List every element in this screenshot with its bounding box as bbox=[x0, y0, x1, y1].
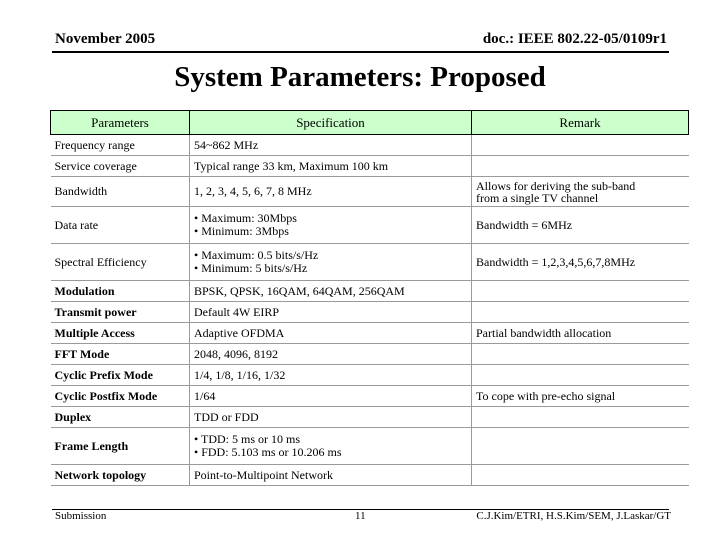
footer-page-number: 11 bbox=[355, 510, 366, 522]
parameter-cell: Bandwidth bbox=[51, 177, 190, 207]
remark-cell bbox=[472, 323, 689, 344]
remark-cell-line: Bandwidth = 1,2,3,4,5,6,7,8MHz bbox=[476, 254, 636, 269]
specification-cell-line: 1/64 bbox=[194, 388, 216, 403]
remark-cell bbox=[472, 344, 689, 365]
parameter-cell: Data rate bbox=[51, 207, 190, 244]
column-header-specification: Specification bbox=[190, 111, 472, 135]
parameter-cell: Network topology bbox=[51, 465, 190, 486]
header-doc-id: doc.: IEEE 802.22-05/0109r1 bbox=[482, 31, 667, 47]
remark-cell bbox=[472, 207, 689, 244]
parameter-cell: Frequency range bbox=[51, 135, 190, 156]
remark-cell bbox=[472, 302, 689, 323]
table-row bbox=[51, 428, 689, 465]
specification-cell-line: Point-to-Multipoint Network bbox=[194, 467, 333, 482]
specification-cell-line: Typical range 33 km, Maximum 100 km bbox=[194, 158, 389, 173]
remark-cell bbox=[472, 407, 689, 428]
remark-cell bbox=[472, 177, 689, 207]
table-row bbox=[51, 177, 689, 207]
remark-cell bbox=[472, 465, 689, 486]
remark-cell bbox=[472, 156, 689, 177]
parameter-cell: Duplex bbox=[51, 407, 190, 428]
specification-cell bbox=[190, 302, 472, 323]
table-header-row bbox=[51, 111, 689, 135]
specification-cell bbox=[190, 365, 472, 386]
specification-cell-line: • FDD: 5.103 ms or 10.206 ms bbox=[194, 445, 342, 459]
specification-cell-line: • Maximum: 0.5 bits/s/Hz bbox=[194, 248, 319, 262]
remark-cell-line: Partial bandwidth allocation bbox=[476, 325, 612, 340]
remark-cell bbox=[472, 135, 689, 156]
specification-cell-line: 2048, 4096, 8192 bbox=[194, 346, 278, 361]
table-row bbox=[51, 386, 689, 407]
parameter-cell: Modulation bbox=[51, 281, 190, 302]
column-header-remark: Remark bbox=[472, 111, 689, 135]
table-row bbox=[51, 465, 689, 486]
remark-cell-line: Allows for deriving the sub-band bbox=[476, 178, 636, 193]
parameter-cell: Cyclic Postfix Mode bbox=[51, 386, 190, 407]
specification-cell bbox=[190, 135, 472, 156]
specification-cell-line: 1, 2, 3, 4, 5, 6, 7, 8 MHz bbox=[194, 184, 312, 198]
remark-cell-line: from a single TV channel bbox=[476, 190, 599, 205]
header-rule bbox=[52, 51, 669, 53]
parameter-cell: FFT Mode bbox=[51, 344, 190, 365]
table-row bbox=[51, 156, 689, 177]
column-header-parameters: Parameters bbox=[51, 111, 190, 135]
specification-cell bbox=[190, 465, 472, 486]
remark-cell-line: Bandwidth = 6MHz bbox=[476, 217, 573, 232]
specification-cell-line: • Maximum: 30Mbps bbox=[194, 211, 297, 225]
header-date: November 2005 bbox=[55, 31, 156, 47]
specification-cell bbox=[190, 344, 472, 365]
table-row bbox=[51, 135, 689, 156]
remark-cell bbox=[472, 365, 689, 386]
remark-cell bbox=[472, 281, 689, 302]
remark-cell bbox=[472, 386, 689, 407]
parameter-cell: Service coverage bbox=[51, 156, 190, 177]
footer-authors: C.J.Kim/ETRI, H.S.Kim/SEM, J.Laskar/GT bbox=[476, 510, 671, 522]
specification-cell-line: 54~862 MHz bbox=[194, 137, 259, 152]
specification-cell bbox=[190, 207, 472, 244]
specification-cell-line: Default 4W EIRP bbox=[194, 304, 280, 319]
specification-cell-line: • Minimum: 3Mbps bbox=[194, 224, 289, 238]
footer-submission: Submission bbox=[55, 510, 107, 522]
specification-cell bbox=[190, 281, 472, 302]
specification-cell bbox=[190, 386, 472, 407]
remark-cell bbox=[472, 244, 689, 281]
table-row bbox=[51, 281, 689, 302]
parameter-cell: Frame Length bbox=[51, 428, 190, 465]
table-row bbox=[51, 407, 689, 428]
remark-cell-line: To cope with pre-echo signal bbox=[476, 388, 616, 403]
table-row bbox=[51, 344, 689, 365]
parameter-cell: Transmit power bbox=[51, 302, 190, 323]
table-row bbox=[51, 365, 689, 386]
specification-cell-line: • TDD: 5 ms or 10 ms bbox=[194, 432, 300, 446]
table-row bbox=[51, 323, 689, 344]
specification-cell-line: 1/4, 1/8, 1/16, 1/32 bbox=[194, 367, 286, 382]
specification-cell-line: • Minimum: 5 bits/s/Hz bbox=[194, 261, 308, 275]
specification-cell bbox=[190, 244, 472, 281]
specification-cell-line: BPSK, QPSK, 16QAM, 64QAM, 256QAM bbox=[194, 283, 405, 298]
parameter-cell: Cyclic Prefix Mode bbox=[51, 365, 190, 386]
specification-cell bbox=[190, 177, 472, 207]
table-row bbox=[51, 302, 689, 323]
slide-title: System Parameters: Proposed bbox=[174, 61, 546, 93]
table-row bbox=[51, 244, 689, 281]
specification-cell-line: Adaptive OFDMA bbox=[194, 325, 285, 340]
parameters-table bbox=[50, 110, 689, 486]
table-row bbox=[51, 207, 689, 244]
parameter-cell: Multiple Access bbox=[51, 323, 190, 344]
parameter-cell: Spectral Efficiency bbox=[51, 244, 190, 281]
remark-cell bbox=[472, 428, 689, 465]
specification-cell-line: TDD or FDD bbox=[194, 409, 259, 424]
specification-cell bbox=[190, 428, 472, 465]
specification-cell bbox=[190, 156, 472, 177]
specification-cell bbox=[190, 407, 472, 428]
specification-cell bbox=[190, 323, 472, 344]
